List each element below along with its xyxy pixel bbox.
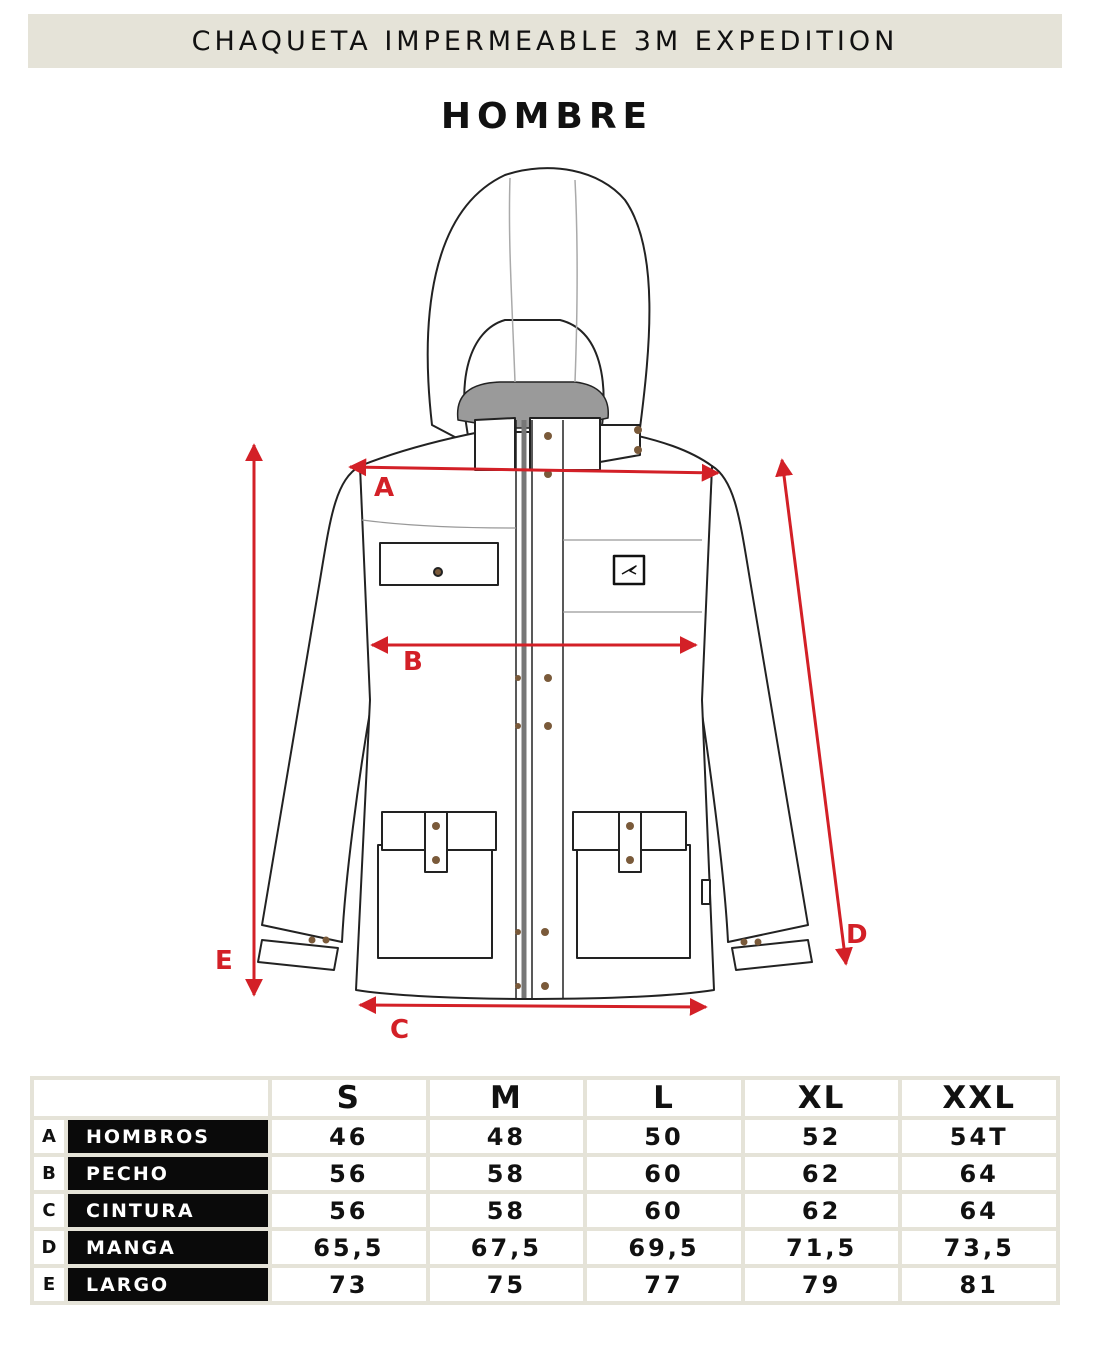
row-letter: B [34,1157,64,1190]
cell-value: 62 [745,1194,899,1227]
cell-value: 48 [430,1120,584,1153]
label-c: C [390,1015,410,1045]
left-sleeve [262,466,372,942]
size-xxl: XXL [902,1080,1056,1116]
cell-value: 65,5 [272,1231,426,1264]
size-l: L [587,1080,741,1116]
size-m: M [430,1080,584,1116]
size-xl: XL [745,1080,899,1116]
row-name: CINTURA [68,1194,268,1227]
label-e: E [215,946,233,976]
row-letter: A [34,1120,64,1153]
row-letter: C [34,1194,64,1227]
jacket-diagram [0,150,1104,1050]
label-d: D [846,920,868,950]
cell-value: 77 [587,1268,741,1301]
table-row [34,1268,1056,1301]
jacket-outline [258,168,812,999]
cell-value: 56 [272,1157,426,1190]
page-title: CHAQUETA IMPERMEABLE 3M EXPEDITION [191,25,899,57]
size-s: S [272,1080,426,1116]
row-name: PECHO [68,1157,268,1190]
cell-value: 54T [902,1120,1056,1153]
cell-value: 56 [272,1194,426,1227]
cell-value: 73,5 [902,1231,1056,1264]
cell-value: 75 [430,1268,584,1301]
cell-value: 46 [272,1120,426,1153]
arrow-c-waist [360,1005,706,1007]
size-header-row [34,1080,1056,1116]
cell-value: 79 [745,1268,899,1301]
row-name: LARGO [68,1268,268,1301]
cell-value: 60 [587,1157,741,1190]
header-blank [34,1080,268,1116]
collar [475,418,515,470]
row-name: MANGA [68,1231,268,1264]
cell-value: 73 [272,1268,426,1301]
cell-value: 62 [745,1157,899,1190]
chest-pocket [380,543,498,585]
cell-value: 58 [430,1194,584,1227]
row-letter: D [34,1231,64,1264]
table-row [34,1194,1056,1227]
cell-value: 50 [587,1120,741,1153]
title-bar [28,14,1062,68]
cell-value: 60 [587,1194,741,1227]
gender-subtitle: HOMBRE [440,96,654,137]
cell-value: 64 [902,1157,1056,1190]
table-row [34,1231,1056,1264]
row-name: HOMBROS [68,1120,268,1153]
table-row [34,1157,1056,1190]
cell-value: 69,5 [587,1231,741,1264]
cell-value: 71,5 [745,1231,899,1264]
cell-value: 52 [745,1120,899,1153]
label-a: A [374,473,395,503]
cell-value: 81 [902,1268,1056,1301]
cell-value: 64 [902,1194,1056,1227]
row-letter: E [34,1268,64,1301]
cell-value: 58 [430,1157,584,1190]
cell-value: 67,5 [430,1231,584,1264]
left-cuff [258,940,338,970]
label-b: B [403,647,423,677]
table-row [34,1120,1056,1153]
size-chart-table [30,1076,1060,1305]
